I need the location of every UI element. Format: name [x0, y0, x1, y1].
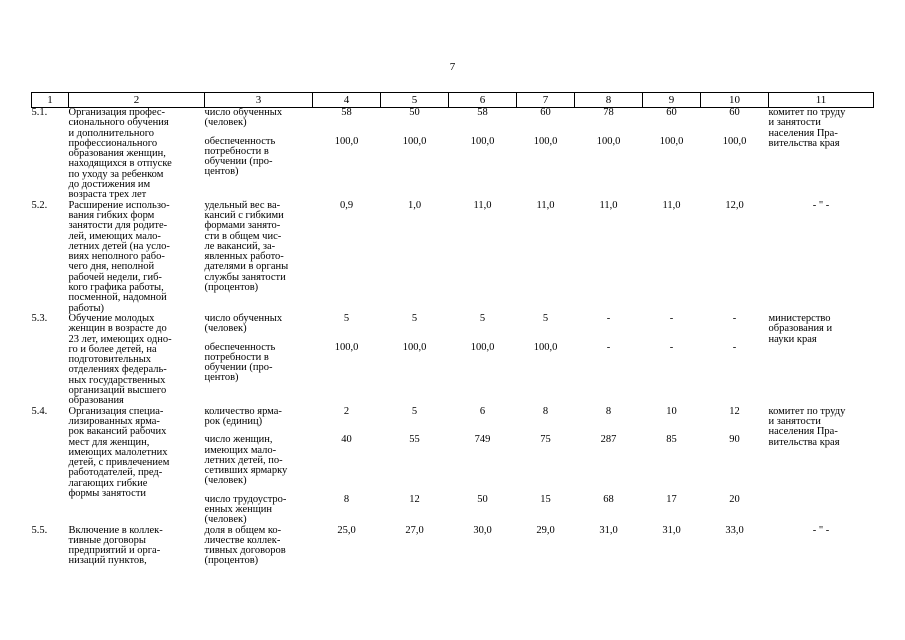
value-cell-year-1 [313, 314, 381, 407]
indicator-value: 10 [666, 405, 677, 417]
indicator-value: 90 [729, 434, 740, 446]
indicator-value: 68 [603, 493, 614, 505]
value-cell-year-2 [381, 201, 449, 314]
table-row [32, 201, 874, 314]
value-cell-year-2 [381, 108, 449, 201]
indicator-value: 75 [540, 434, 551, 446]
indicator-value: 30,0 [473, 524, 492, 536]
indicator-label: удельный вес ва- кансий с гибкими формами занято- сти в общем чис- ле вакансий, за- явленных работо- дателями в органы службы занятости (процентов) [204, 199, 289, 294]
indicator-value: 5 [411, 405, 418, 417]
indicator-cell [205, 201, 313, 314]
indicator-value: 11,0 [536, 199, 555, 211]
value-cell-year-4 [517, 314, 575, 407]
table-row [32, 526, 874, 567]
activity-name: Расширение использо- вания гибких форм занятости для родите- лей, имеющих мало- летних детей (на усло- виях неполного рабо- чего дня, неполной рабочей недели, гиб- кого графика работы, посменной, надомной работы) [68, 199, 170, 314]
activity-name: Организация профес- сионального обучения и дополнительного профессионального образования женщин, находящихся в отпуске по уходу за ребенком до достижения им возраста трех лет [68, 107, 172, 201]
responsible-organization: комитет по труду и занятости населения Пра- вительства края [768, 107, 846, 149]
indicator-value: 31,0 [662, 524, 681, 536]
indicator-value: 100,0 [533, 341, 558, 353]
indicator-value: 11,0 [662, 199, 681, 211]
indicator-value: 60 [729, 107, 740, 118]
column-header-7: 7 [517, 93, 575, 108]
value-cell-year-6 [643, 108, 701, 201]
indicator-value: 5 [411, 312, 418, 324]
indicator-value: 12 [409, 493, 420, 505]
activity-name: Обучение молодых женщин в возрасте до 23 лет, имеющих одно- го и более детей, на подготовительных отделениях федераль- ных государственных организаций высшего образования [68, 312, 172, 407]
value-cell-year-4 [517, 407, 575, 526]
indicator-value: 8 [605, 405, 612, 417]
indicator-value: 25,0 [337, 524, 356, 536]
table-row [32, 407, 874, 526]
indicator-value: 5 [479, 312, 486, 324]
indicator-value: 749 [474, 434, 491, 446]
column-header-8: 8 [575, 93, 643, 108]
indicator-value: - [606, 312, 611, 324]
indicator-value: - [732, 341, 737, 353]
indicator-label: количество ярма- рок (единиц) [204, 405, 282, 427]
column-header-9: 9 [643, 93, 701, 108]
indicator-value: 12,0 [725, 199, 744, 211]
value-cell-year-1 [313, 108, 381, 201]
indicator-label: доля в общем ко- личестве коллек- тивных договоров (процентов) [204, 524, 286, 567]
indicator-label: число обученных (человек) [204, 107, 283, 129]
value-cell-year-5 [575, 201, 643, 314]
value-cell-year-4 [517, 526, 575, 567]
indicator-label: число трудоустро- енных женщин (человек) [204, 493, 287, 526]
value-cell-year-2 [381, 314, 449, 407]
value-cell-year-5 [575, 314, 643, 407]
indicator-cell [205, 407, 313, 526]
column-header-6: 6 [449, 93, 517, 108]
column-header-11: 11 [769, 93, 874, 108]
row-number: 5.1. [31, 107, 48, 118]
indicator-value: 58 [341, 107, 352, 118]
indicator-value: 60 [540, 107, 551, 118]
value-cell-year-6 [643, 201, 701, 314]
indicator-label: обеспеченность потребности в обучении (про- центов) [204, 135, 276, 178]
column-header-2: 2 [69, 93, 205, 108]
indicator-value: 31,0 [599, 524, 618, 536]
row-number: 5.4. [31, 405, 48, 417]
indicator-value: 11,0 [599, 199, 618, 211]
value-cell-year-4 [517, 201, 575, 314]
indicator-value: 85 [666, 434, 677, 446]
indicator-value: 29,0 [536, 524, 555, 536]
column-header-5: 5 [381, 93, 449, 108]
indicator-cell [205, 108, 313, 201]
indicator-value: 60 [666, 107, 677, 118]
value-cell-year-6 [643, 314, 701, 407]
table-row [32, 314, 874, 407]
indicator-value: 50 [409, 107, 420, 118]
indicator-value: 100,0 [334, 135, 359, 147]
value-cell-year-3 [449, 108, 517, 201]
value-cell-year-7 [701, 314, 769, 407]
value-cell-year-1 [313, 407, 381, 526]
indicator-value: 100,0 [470, 135, 495, 147]
responsible-organization: - " - [812, 524, 830, 536]
indicator-value: - [606, 341, 611, 353]
indicator-value: 0,9 [339, 199, 354, 211]
value-cell-year-4 [517, 108, 575, 201]
column-header-3: 3 [205, 93, 313, 108]
value-cell-year-5 [575, 108, 643, 201]
indicator-cell [205, 526, 313, 567]
row-number: 5.3. [31, 312, 48, 324]
indicator-value: 100,0 [722, 135, 747, 147]
indicator-value: 55 [409, 434, 420, 446]
indicator-value: 6 [479, 405, 486, 417]
value-cell-year-7 [701, 108, 769, 201]
value-cell-year-1 [313, 526, 381, 567]
value-cell-year-6 [643, 526, 701, 567]
value-cell-year-3 [449, 526, 517, 567]
column-header-10: 10 [701, 93, 769, 108]
row-number: 5.2. [31, 199, 48, 211]
value-cell-year-6 [643, 407, 701, 526]
value-cell-year-2 [381, 526, 449, 567]
indicator-value: 40 [341, 434, 352, 446]
indicator-value: 100,0 [402, 341, 427, 353]
indicator-value: - [669, 341, 674, 353]
indicator-value: 287 [600, 434, 617, 446]
indicator-value: 58 [477, 107, 488, 118]
indicator-value: 27,0 [405, 524, 424, 536]
responsible-organization: комитет по труду и занятости населения Пра- вительства края [768, 405, 846, 448]
indicator-value: - [669, 312, 674, 324]
program-table [31, 92, 874, 567]
indicator-label: число женщин, имеющих мало- летних детей, по- сетивших ярмарку (человек) [204, 434, 288, 487]
indicator-value: - [732, 312, 737, 324]
indicator-value: 100,0 [596, 135, 621, 147]
indicator-value: 20 [729, 493, 740, 505]
table-row [32, 108, 874, 201]
indicator-value: 15 [540, 493, 551, 505]
value-cell-year-2 [381, 407, 449, 526]
value-cell-year-5 [575, 526, 643, 567]
indicator-label: обеспеченность потребности в обучении (про- центов) [204, 341, 276, 384]
value-cell-year-7 [701, 407, 769, 526]
value-cell-year-3 [449, 407, 517, 526]
value-cell-year-7 [701, 201, 769, 314]
indicator-value: 100,0 [470, 341, 495, 353]
value-cell-year-1 [313, 201, 381, 314]
page-number: 7 [449, 61, 456, 73]
indicator-value: 1,0 [407, 199, 422, 211]
indicator-cell [205, 314, 313, 407]
indicator-value: 100,0 [659, 135, 684, 147]
responsible-organization: министерство образования и науки края [768, 312, 833, 345]
value-cell-year-3 [449, 201, 517, 314]
responsible-organization: - " - [812, 199, 830, 211]
indicator-value: 78 [603, 107, 614, 118]
column-header-1: 1 [32, 93, 69, 108]
activity-name: Организация специа- лизированных ярма- рок вакансий рабочих мест для женщин, имеющих малолетних детей, с привлечением работодателей, пред- лагающих гибкие формы занятости [68, 405, 170, 499]
indicator-value: 33,0 [725, 524, 744, 536]
value-cell-year-7 [701, 526, 769, 567]
indicator-value: 5 [542, 312, 549, 324]
indicator-value: 100,0 [334, 341, 359, 353]
indicator-value: 11,0 [473, 199, 492, 211]
table-header-row [32, 93, 874, 108]
column-header-4: 4 [313, 93, 381, 108]
indicator-value: 8 [542, 405, 549, 417]
value-cell-year-5 [575, 407, 643, 526]
indicator-value: 50 [477, 493, 488, 505]
indicator-value: 12 [729, 405, 740, 417]
row-number: 5.5. [31, 524, 48, 536]
indicator-value: 2 [343, 405, 350, 417]
table-body [32, 108, 874, 567]
indicator-value: 8 [343, 493, 350, 505]
indicator-label: число обученных (человек) [204, 312, 283, 335]
indicator-value: 5 [343, 312, 350, 324]
indicator-value: 100,0 [402, 135, 427, 147]
value-cell-year-3 [449, 314, 517, 407]
indicator-value: 100,0 [533, 135, 558, 147]
activity-name: Включение в коллек- тивные договоры предприятий и орга- низаций пунктов, [68, 524, 163, 567]
indicator-value: 17 [666, 493, 677, 505]
